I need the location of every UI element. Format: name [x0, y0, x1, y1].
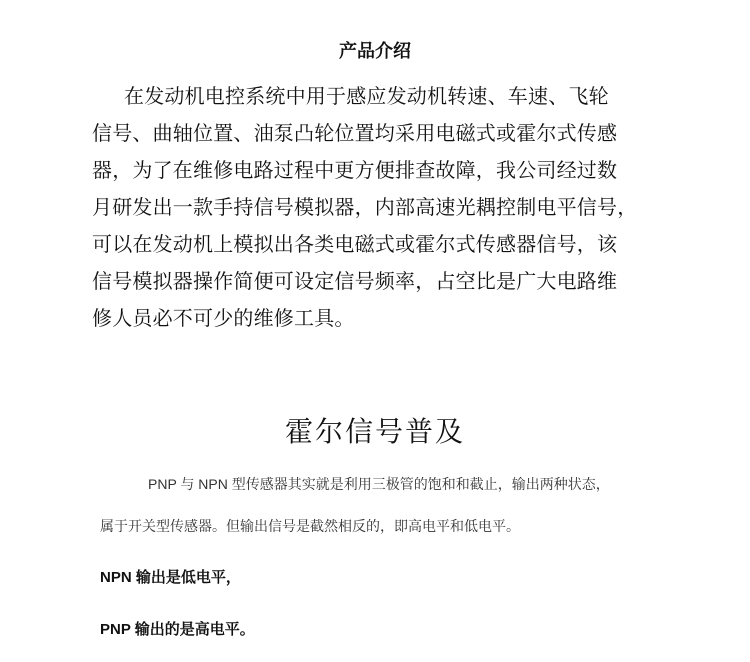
product-intro-title: 产品介绍	[339, 41, 411, 62]
paragraph-line: 器，为了在维修电路过程中更方便排查故障，我公司经过数	[92, 158, 618, 182]
hall-signal-title: 霍尔信号普及	[284, 415, 465, 448]
paragraph-line: 在发动机电控系统中用于感应发动机转速、车速、飞轮	[124, 84, 609, 108]
paragraph-line: 月研发出一款手持信号模拟器，内部高速光耦控制电平信号，	[92, 195, 638, 219]
npn-output-note: NPN 输出是低电平，	[100, 569, 241, 586]
paragraph-line: 属于开关型传感器。但输出信号是截然相反的，即高电平和低电平。	[100, 518, 520, 534]
paragraph-line: 信号、曲轴位置、油泵凸轮位置均采用电磁式或霍尔式传感	[92, 121, 618, 145]
product-intro-paragraph	[92, 78, 662, 337]
pnp-output-note: PNP 输出的是高电平。	[100, 621, 255, 638]
paragraph-line: 信号模拟器操作简便可设定信号频率，占空比是广大电路维	[92, 269, 618, 293]
paragraph-line: 可以在发动机上模拟出各类电磁式或霍尔式传感器信号，该	[92, 232, 618, 256]
paragraph-line: 修人员必不可少的维修工具。	[92, 306, 355, 330]
hall-signal-paragraph	[100, 474, 700, 536]
paragraph-line: PNP 与 NPN 型传感器其实就是利用三极管的饱和和截止，输出两种状态，	[148, 476, 610, 492]
